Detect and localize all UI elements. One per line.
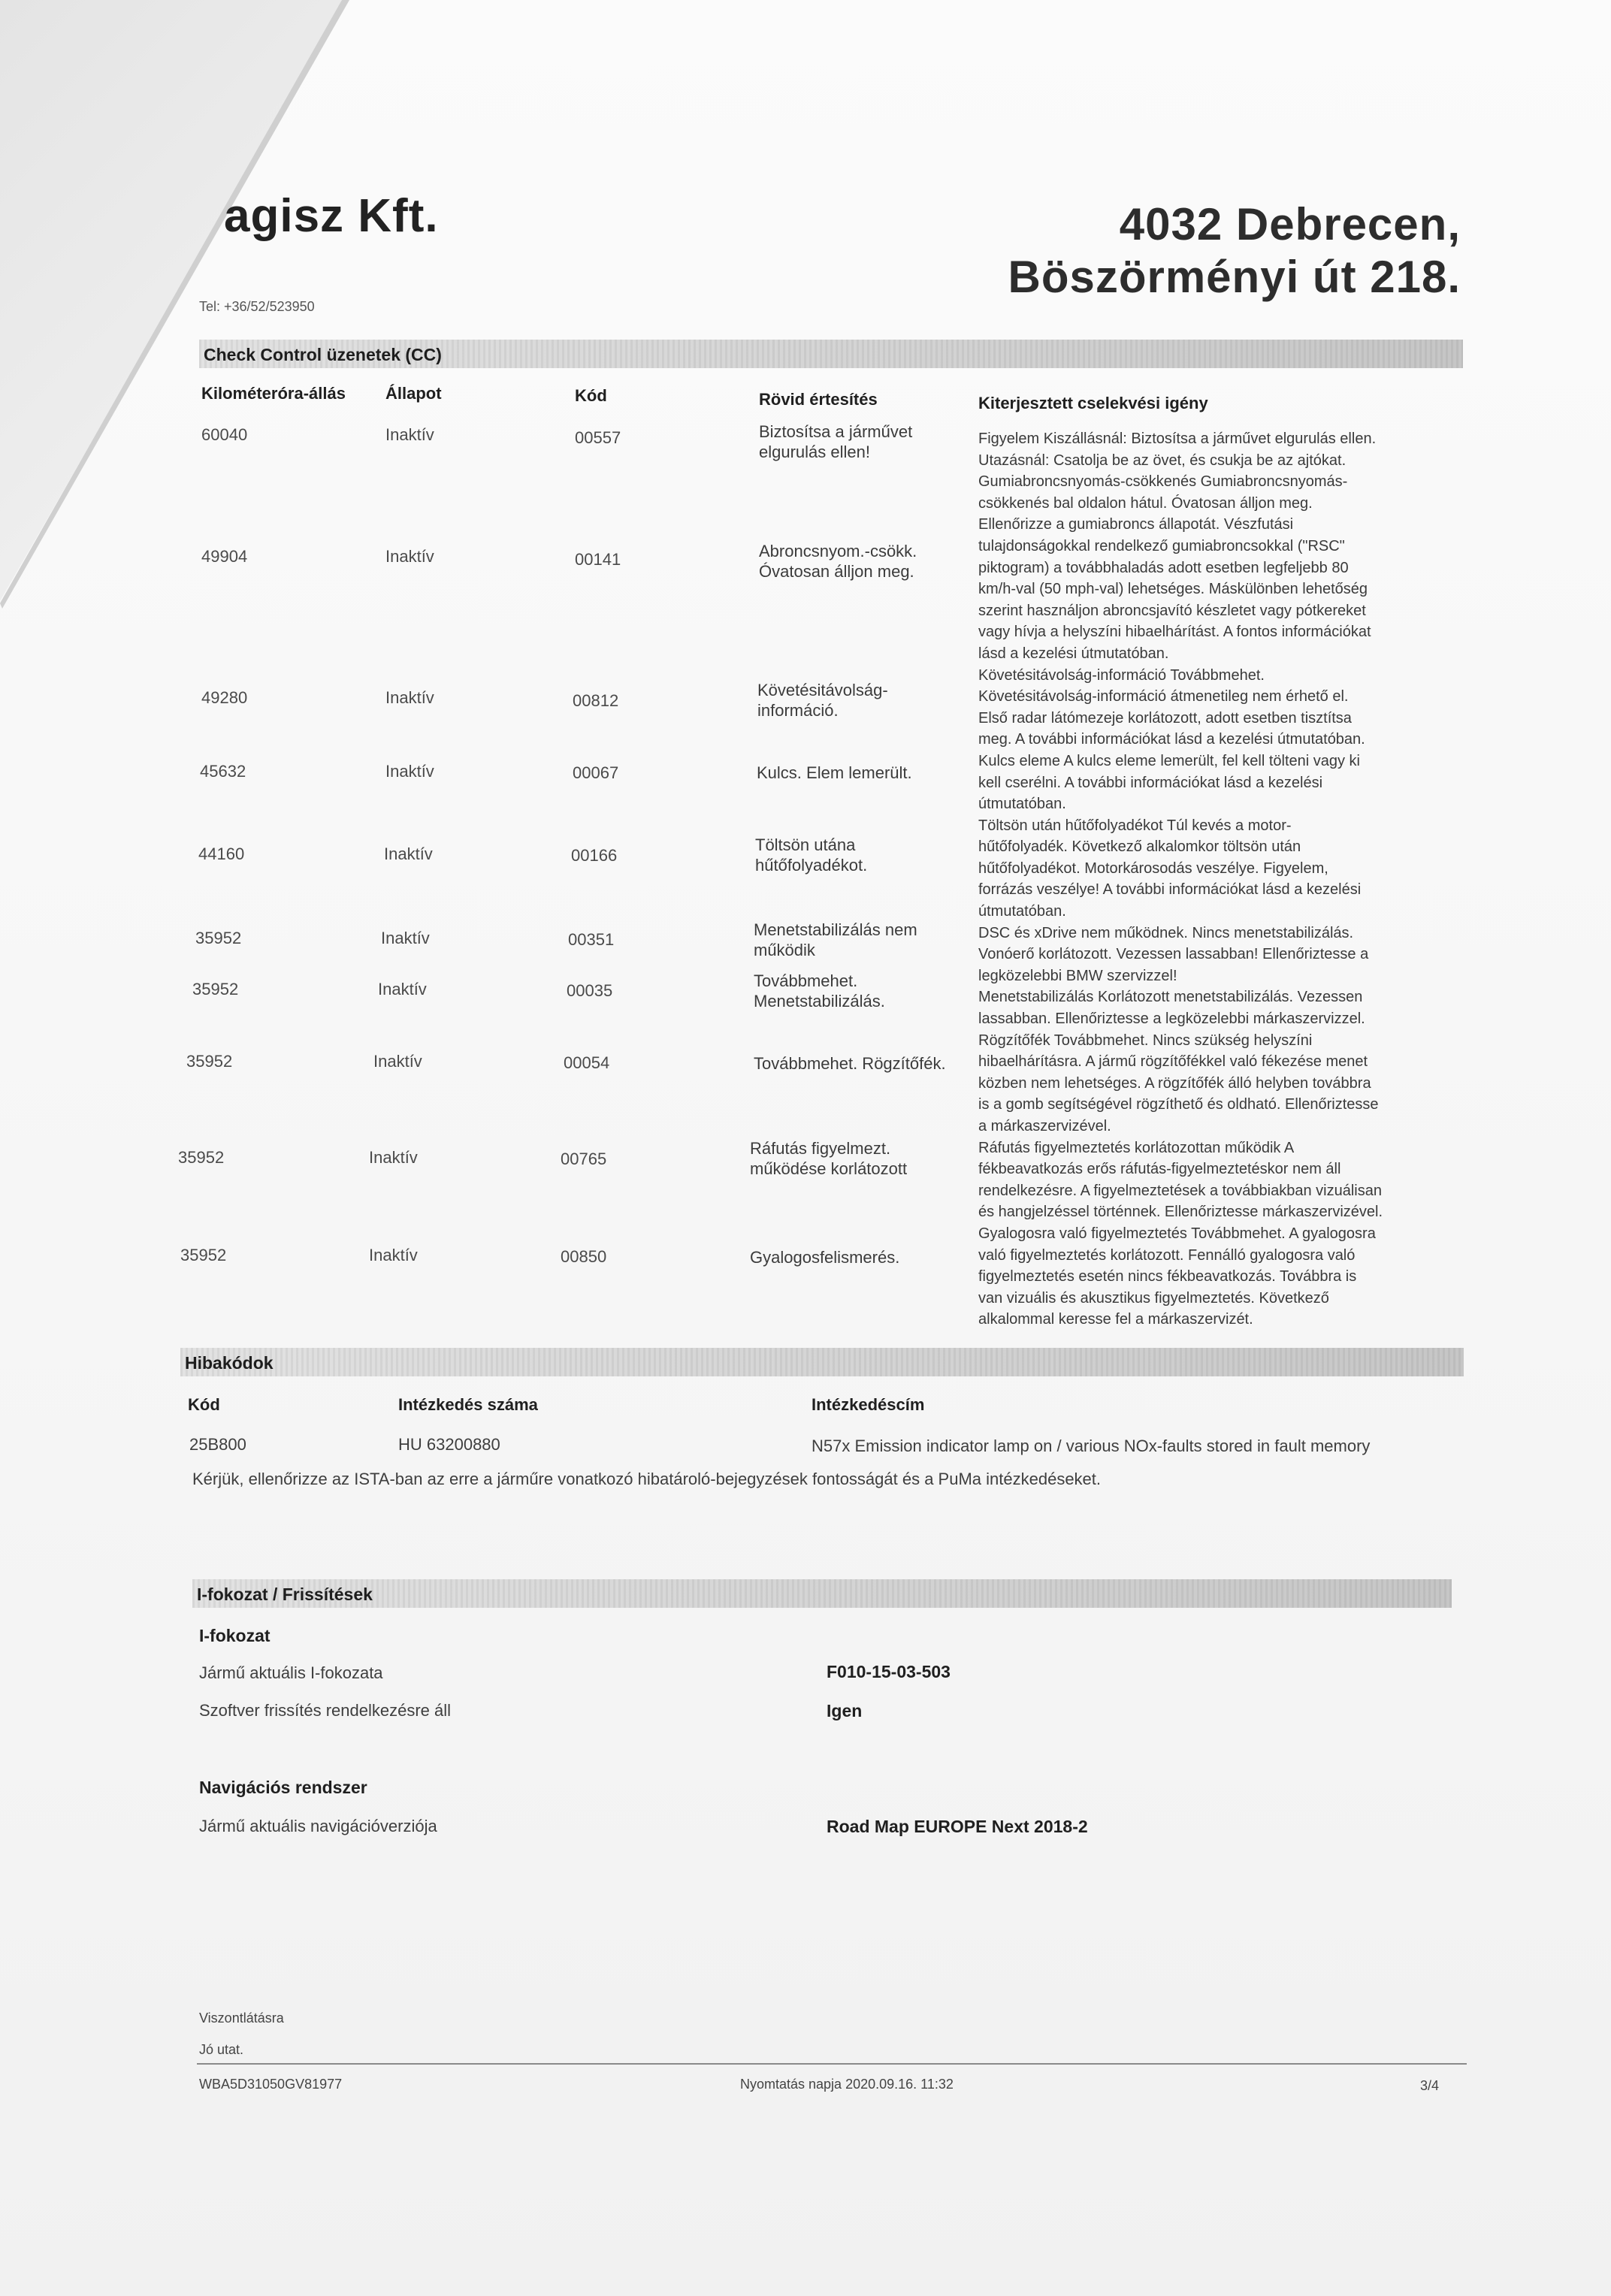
km-cell: 35952 (192, 980, 239, 998)
col-header-extended: Kiterjesztett cselekvési igény (978, 394, 1208, 412)
code-cell: 00850 (561, 1247, 607, 1266)
short-cell: Követésitávolság-információ. (757, 681, 888, 720)
code-cell: 00765 (561, 1150, 607, 1168)
address-line-2: Böszörményi út 218. (1008, 252, 1461, 302)
code-cell: 00035 (567, 981, 613, 1000)
nav-label: Jármű aktuális navigációverziója (199, 1817, 437, 1835)
extended-line: hűtőfolyadékot. Motorkárosodás veszélye. Figyelem, (978, 859, 1328, 877)
ilevel-current-label: Jármű aktuális I-fokozata (199, 1663, 383, 1682)
short-cell: Gyalogosfelismerés. (750, 1248, 900, 1267)
extended-line: szerint használjon abroncsjavító készletet vagy pótkereket (978, 602, 1366, 619)
footer-print-date: Nyomtatás napja 2020.09.16. 11:32 (740, 2077, 954, 2092)
extended-line: hűtőfolyadék. Következő alkalomkor töltsön után (978, 838, 1301, 856)
km-cell: 45632 (200, 762, 246, 781)
extended-line: és hangjelzéssel történnek. Ellenőriztesse márkaszervizével. (978, 1204, 1383, 1221)
extended-line: Gumiabroncsnyomás-csökkenés Gumiabroncsnyomás- (978, 473, 1348, 491)
extended-line: km/h-val (50 mph-val) lehetséges. Máskülönben lehetőség (978, 581, 1368, 598)
footer-vin: WBA5D31050GV81977 (199, 2077, 343, 2092)
company-name: agisz Kft. (224, 190, 439, 242)
status-cell: Inaktív (385, 762, 434, 781)
extended-line: DSC és xDrive nem működnek. Nincs menetstabilizálás. (978, 924, 1354, 941)
fault-action-no: HU 63200880 (398, 1435, 500, 1454)
extended-line: legközelebbi BMW szervizzel! (978, 967, 1177, 984)
status-cell: Inaktív (369, 1148, 418, 1167)
code-cell: 00557 (575, 428, 621, 447)
fault-note: Kérjük, ellenőrizze az ISTA-ban az erre a járműre vonatkozó hibatároló-bejegyzések fontosságát és a PuMa intézkedéseket. (192, 1470, 1102, 1488)
extended-line: lassabban. Ellenőriztesse a legközelebbi márkaszervizzel. (978, 1011, 1365, 1028)
extended-line: Ráfutás figyelmeztetés korlátozottan működik A (978, 1139, 1295, 1156)
ilevel-update-value: Igen (827, 1701, 863, 1720)
extended-line: a márkaszervizével. (978, 1118, 1111, 1134)
extended-line: kell cserélni. A további információkat lásd a kezelési (978, 774, 1323, 791)
extended-line: Követésitávolság-információ Továbbmehet. (978, 666, 1265, 684)
ilevel-title: I-fokozat / Frissítések (197, 1585, 373, 1604)
short-cell: Ráfutás figyelmezt. működése korlátozott (750, 1139, 908, 1178)
short-cell: Biztosítsa a járművet elgurulás ellen! (759, 422, 913, 461)
extended-line: forrázás veszélye! A további információkat lásd a kezelési (978, 881, 1362, 899)
extended-line: is a gomb segítségével rögzíthető és oldható. Ellenőriztesse (978, 1096, 1379, 1113)
col-header-short: Rövid értesítés (759, 390, 878, 409)
extended-line: való figyelmeztetés korlátozott. Fennálló gyalogosra való (978, 1246, 1356, 1264)
km-cell: 60040 (201, 425, 248, 444)
fault-codes-title: Hibakódok (185, 1353, 274, 1373)
code-cell: 00067 (573, 763, 619, 782)
status-cell: Inaktív (385, 425, 434, 444)
extended-line: Rögzítőfék Továbbmehet. Nincs szükség helyszíni (978, 1032, 1313, 1049)
extended-line: Menetstabilizálás Korlátozott menetstabilizálás. Vezessen (978, 989, 1363, 1006)
fault-col-action-no: Intézkedés száma (398, 1395, 538, 1414)
ilevel-header-band (192, 1579, 1452, 1608)
status-cell: Inaktív (381, 929, 430, 947)
extended-line: fékbeavatkozás erős ráfutás-figyelmeztetéskor nem áll (978, 1161, 1341, 1178)
code-cell: 00141 (575, 550, 621, 569)
km-cell: 44160 (198, 844, 245, 863)
extended-line: közben nem lehetséges. A rögzítőfék álló helyben továbbra (978, 1074, 1371, 1092)
footer-rule (197, 2063, 1467, 2065)
ilevel-update-label: Szoftver frissítés rendelkezésre áll (199, 1701, 452, 1720)
nav-value: Road Map EUROPE Next 2018-2 (827, 1817, 1088, 1836)
status-cell: Inaktív (369, 1246, 418, 1264)
status-cell: Inaktív (385, 547, 434, 566)
short-cell: Továbbmehet. Rögzítőfék. (754, 1054, 946, 1073)
extended-line: Töltsön után hűtőfolyadékot Túl kevés a motor- (978, 817, 1292, 834)
footer-page-number: 3/4 (1420, 2078, 1440, 2093)
col-header-km: Kilométeróra-állás (201, 384, 346, 403)
code-cell: 00351 (568, 930, 615, 949)
km-cell: 35952 (186, 1052, 233, 1071)
ilevel-subtitle: I-fokozat (199, 1626, 271, 1645)
fault-action-title: N57x Emission indicator lamp on / various NOx-faults stored in fault memory (812, 1437, 1371, 1455)
check-control-header-band (199, 340, 1463, 368)
extended-line: vagy hívja a helyszíni hibaelhárítást. A fontos információkat (978, 624, 1371, 641)
extended-line: piktogram) a továbbhaladás adott esetben legfeljebb 80 (978, 559, 1349, 576)
status-cell: Inaktív (373, 1052, 422, 1071)
ilevel-current-value: F010-15-03-503 (827, 1662, 951, 1681)
extended-line: Vonóerő korlátozott. Vezessen lassabban! Ellenőriztesse a (978, 946, 1369, 963)
extended-line: Ellenőrizze a gumiabroncs állapotát. Vészfutási (978, 516, 1294, 533)
extended-line: Figyelem Kiszállásnál: Biztosítsa a járművet elgurulás ellen. (978, 430, 1377, 447)
extended-line: lásd a kezelési útmutatóban. (978, 645, 1169, 662)
extended-line: Első radar látómezeje korlátozott, adott esetben tisztítsa (978, 709, 1352, 727)
footer-greeting-1: Viszontlátásra (199, 2011, 284, 2026)
short-cell: Töltsön utána hűtőfolyadékot. (755, 835, 868, 875)
extended-line: Gyalogosra való figyelmeztetés Továbbmehet. A gyalogosra (978, 1225, 1376, 1242)
extended-line: csökkenés bal oldalon hátul. Óvatosan álljon meg. (978, 494, 1313, 512)
status-cell: Inaktív (385, 688, 434, 707)
extended-line: alkalommal keresse fel a márkaszervizét. (978, 1311, 1253, 1328)
status-cell: Inaktív (378, 980, 427, 998)
extended-line: van vizuális és akusztikus figyelmeztetés. Következő (978, 1289, 1329, 1307)
fault-codes-header-band (180, 1348, 1464, 1376)
extended-line: meg. A további információkat lásd a kezelési útmutatóban. (978, 731, 1365, 748)
status-cell: Inaktív (384, 844, 433, 863)
short-cell: Menetstabilizálás nem működik (754, 920, 917, 959)
short-cell: Továbbmehet. Menetstabilizálás. (754, 971, 885, 1011)
telephone: Tel: +36/52/523950 (199, 299, 315, 314)
extended-line: tulajdonságokkal rendelkező gumiabroncsokkal ("RSC" (978, 537, 1345, 554)
extended-line: rendelkezésre. A figyelmeztetések a továbbiakban vizuálisan (978, 1182, 1382, 1199)
fault-code: 25B800 (189, 1435, 246, 1454)
nav-title: Navigációs rendszer (199, 1778, 367, 1797)
km-cell: 35952 (180, 1246, 227, 1264)
extended-line: figyelmeztetés esetén nincs fékbeavatkozás. Továbbra is (978, 1268, 1357, 1285)
extended-line: hibaelhárításra. A jármű rögzítőfékkel való fékezése menet (978, 1053, 1368, 1071)
km-cell: 49904 (201, 547, 248, 566)
code-cell: 00054 (564, 1053, 610, 1072)
fault-col-action-title: Intézkedéscím (812, 1395, 925, 1414)
km-cell: 35952 (195, 929, 242, 947)
short-cell: Kulcs. Elem lemerült. (757, 763, 912, 782)
extended-line: útmutatóban. (978, 903, 1066, 920)
extended-line: útmutatóban. (978, 796, 1066, 813)
col-header-code: Kód (575, 386, 607, 405)
address-line-1: 4032 Debrecen, (1119, 199, 1461, 249)
km-cell: 35952 (178, 1148, 225, 1167)
fault-col-code: Kód (188, 1395, 220, 1414)
extended-line: Követésitávolság-információ átmenetileg nem érhető el. (978, 688, 1349, 705)
short-cell: Abroncsnyom.-csökk. Óvatosan álljon meg. (759, 542, 917, 581)
col-header-status: Állapot (385, 384, 442, 403)
code-cell: 00166 (571, 846, 618, 865)
extended-line: Kulcs eleme A kulcs eleme lemerült, fel kell tölteni vagy ki (978, 752, 1360, 769)
code-cell: 00812 (573, 691, 619, 710)
footer-greeting-2: Jó utat. (199, 2042, 244, 2057)
extended-description (978, 428, 1478, 1331)
km-cell: 49280 (201, 688, 248, 707)
extended-line: Utazásnál: Csatolja be az övet, és csukja be az ajtókat. (978, 452, 1347, 469)
check-control-title: Check Control üzenetek (CC) (204, 345, 442, 364)
